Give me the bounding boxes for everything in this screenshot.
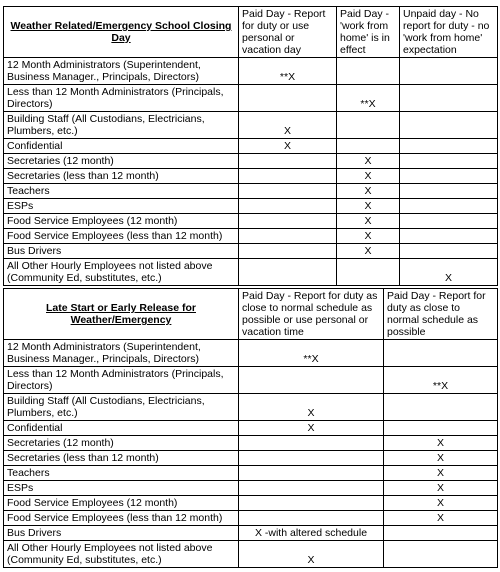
table-cell xyxy=(337,259,400,286)
column-header: Paid Day - Report for duty as close to normal schedule as possible xyxy=(384,289,498,340)
table-cell: X xyxy=(239,394,384,421)
row-label: Secretaries (less than 12 month) xyxy=(4,169,239,184)
table-cell xyxy=(239,244,337,259)
table-cell xyxy=(239,259,337,286)
row-label: Teachers xyxy=(4,184,239,199)
table-cell: X xyxy=(239,421,384,436)
row-label: ESPs xyxy=(4,199,239,214)
table-row xyxy=(4,436,498,451)
table-cell xyxy=(400,139,498,154)
table-cell xyxy=(384,421,498,436)
table-cell: X xyxy=(337,199,400,214)
row-label: Secretaries (less than 12 month) xyxy=(4,451,239,466)
table-cell xyxy=(239,214,337,229)
table-cell: **X xyxy=(239,58,337,85)
table-cell: X xyxy=(400,259,498,286)
table-cell xyxy=(239,229,337,244)
row-label: Confidential xyxy=(4,421,239,436)
row-label: Confidential xyxy=(4,139,239,154)
table-cell: X xyxy=(239,541,384,568)
table-cell: X xyxy=(384,481,498,496)
table-row xyxy=(4,229,498,244)
column-header: Paid Day - Report for duty as close to normal schedule as possible or use personal or vacation time xyxy=(239,289,384,340)
table-row xyxy=(4,214,498,229)
table-cell: X xyxy=(384,451,498,466)
table-cell xyxy=(400,58,498,85)
table-cell xyxy=(239,481,384,496)
table-cell: X xyxy=(384,511,498,526)
row-label: Food Service Employees (12 month) xyxy=(4,214,239,229)
table-cell xyxy=(239,436,384,451)
table-cell: X xyxy=(337,184,400,199)
table-cell xyxy=(400,184,498,199)
table-cell: **X xyxy=(384,367,498,394)
table-row xyxy=(4,184,498,199)
table-cell xyxy=(239,169,337,184)
table-row xyxy=(4,466,498,481)
table-row xyxy=(4,199,498,214)
table-cell xyxy=(337,139,400,154)
table-cell: X xyxy=(239,139,337,154)
row-label: Building Staff (All Custodians, Electricians, Plumbers, etc.) xyxy=(4,394,239,421)
table-cell xyxy=(239,466,384,481)
table-cell xyxy=(400,199,498,214)
table-row xyxy=(4,481,498,496)
closing-day-table xyxy=(3,6,498,286)
table-cell: X xyxy=(337,214,400,229)
table-title: Weather Related/Emergency School Closing Day xyxy=(4,7,239,58)
row-label: Food Service Employees (less than 12 month) xyxy=(4,229,239,244)
table-row xyxy=(4,112,498,139)
column-header: Paid Day - 'work from home' is in effect xyxy=(337,7,400,58)
table-cell xyxy=(239,154,337,169)
table-cell: **X xyxy=(337,85,400,112)
table-cell xyxy=(239,184,337,199)
row-label: Less than 12 Month Administrators (Principals, Directors) xyxy=(4,85,239,112)
table-row xyxy=(4,511,498,526)
table-row xyxy=(4,85,498,112)
table-row xyxy=(4,244,498,259)
table-row xyxy=(4,421,498,436)
table-cell xyxy=(239,199,337,214)
table-row xyxy=(4,154,498,169)
table-header-row xyxy=(4,289,498,340)
row-label: Bus Drivers xyxy=(4,244,239,259)
table-cell xyxy=(239,496,384,511)
row-label: All Other Hourly Employees not listed above (Community Ed, substitutes, etc.) xyxy=(4,541,239,568)
table-row xyxy=(4,394,498,421)
table-row xyxy=(4,496,498,511)
table-row xyxy=(4,259,498,286)
table-cell: X xyxy=(384,496,498,511)
table-row xyxy=(4,58,498,85)
row-label: All Other Hourly Employees not listed above (Community Ed, substitutes, etc.) xyxy=(4,259,239,286)
table-cell: X xyxy=(384,436,498,451)
table-row xyxy=(4,451,498,466)
table-cell: **X xyxy=(239,340,384,367)
row-label: Food Service Employees (less than 12 month) xyxy=(4,511,239,526)
table-row xyxy=(4,169,498,184)
table-cell xyxy=(239,451,384,466)
table-cell xyxy=(400,154,498,169)
table-cell: X xyxy=(239,112,337,139)
table-cell xyxy=(384,526,498,541)
table-cell xyxy=(239,85,337,112)
column-header: Paid Day - Report for duty or use personal or vacation day xyxy=(239,7,337,58)
table-cell xyxy=(337,112,400,139)
table-cell xyxy=(384,394,498,421)
row-label: Secretaries (12 month) xyxy=(4,154,239,169)
table-cell xyxy=(337,58,400,85)
row-label: Less than 12 Month Administrators (Principals, Directors) xyxy=(4,367,239,394)
row-label: Bus Drivers xyxy=(4,526,239,541)
table-cell: X xyxy=(337,229,400,244)
table-row xyxy=(4,526,498,541)
table-cell xyxy=(400,85,498,112)
table-header-row xyxy=(4,7,498,58)
table-cell: X xyxy=(337,244,400,259)
table-cell xyxy=(384,340,498,367)
row-label: Building Staff (All Custodians, Electricians, Plumbers, etc.) xyxy=(4,112,239,139)
table-cell xyxy=(384,541,498,568)
row-label: 12 Month Administrators (Superintendent, Business Manager., Principals, Directors) xyxy=(4,58,239,85)
table-row xyxy=(4,139,498,154)
late-start-table xyxy=(3,288,498,568)
row-label: Teachers xyxy=(4,466,239,481)
table-cell: X -with altered schedule xyxy=(239,526,384,541)
table-cell xyxy=(239,511,384,526)
table-row xyxy=(4,541,498,568)
table-cell: X xyxy=(384,466,498,481)
row-label: Food Service Employees (12 month) xyxy=(4,496,239,511)
table-title: Late Start or Early Release for Weather/Emergency xyxy=(4,289,239,340)
row-label: 12 Month Administrators (Superintendent, Business Manager., Principals, Directors) xyxy=(4,340,239,367)
table-cell xyxy=(400,169,498,184)
row-label: ESPs xyxy=(4,481,239,496)
table-cell: X xyxy=(337,169,400,184)
table-cell xyxy=(400,244,498,259)
table-cell xyxy=(400,229,498,244)
table-row xyxy=(4,367,498,394)
row-label: Secretaries (12 month) xyxy=(4,436,239,451)
table-row xyxy=(4,340,498,367)
table-cell xyxy=(400,214,498,229)
column-header: Unpaid day - No report for duty - no 'work from home' expectation xyxy=(400,7,498,58)
table-cell: X xyxy=(337,154,400,169)
table-cell xyxy=(239,367,384,394)
table-cell xyxy=(400,112,498,139)
